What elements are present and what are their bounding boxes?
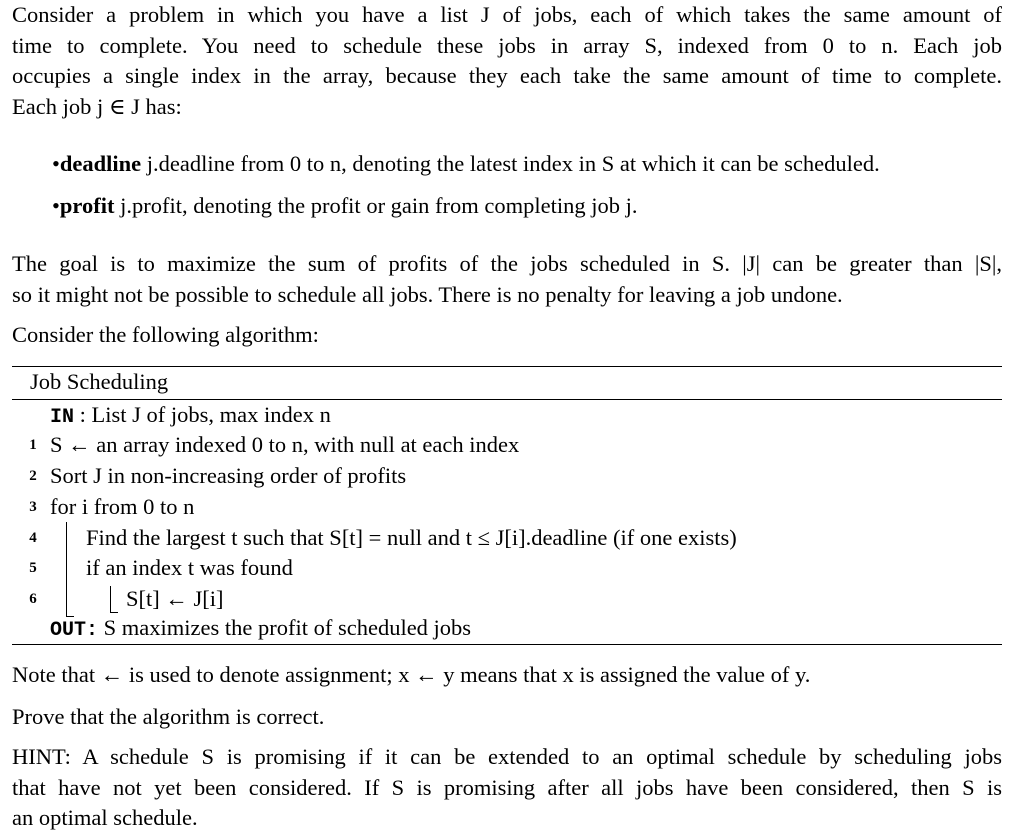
algo-line-5: if an index t was found [86, 555, 293, 580]
algorithm-box [12, 366, 1002, 646]
intro-line-2: time to complete. You need to schedule these jobs in array S, indexed from 0 to n. Each job [12, 32, 1002, 58]
note-line: Note that ← is used to denote assignment; x ← y means that x is assigned the value of y. [12, 662, 811, 687]
hint-line-2: that have not yet been considered. If S is promising after all jobs have been considered, then S is [12, 774, 1002, 800]
line-number-5: 5 [29, 560, 37, 576]
consider-text [12, 320, 1002, 351]
hint-line-3: an optimal schedule. [12, 805, 198, 830]
out-text: S maximizes the profit of scheduled jobs [103, 615, 472, 640]
for-block-bar [66, 522, 67, 616]
bullet-profit-text: j.profit, denoting the profit or gain from completing job j. [114, 193, 638, 218]
line-number-3: 3 [29, 499, 37, 515]
algorithm-title: Job Scheduling [30, 369, 169, 394]
line-number-4: 4 [29, 530, 37, 546]
line-number-2: 2 [29, 468, 37, 484]
in-label: IN [50, 406, 75, 429]
in-text: : List J of jobs, max index n [79, 402, 331, 427]
out-label: OUT: [50, 619, 99, 642]
bullet-profit: •profit j.profit, denoting the profit or gain from completing job j. [52, 193, 638, 218]
hint-paragraph [12, 742, 1002, 834]
intro-line-1: Consider a problem in which you have a list J of jobs, each of which takes the same amount of [12, 2, 1002, 27]
bullet-profit-term: profit [59, 193, 115, 218]
algorithm-input [50, 400, 331, 433]
goal-paragraph [12, 249, 1002, 310]
line-number-6: 6 [29, 591, 37, 607]
bullet-deadline: •deadline j.deadline from 0 to n, denoting the latest index in S at which it can be scheduled. [52, 151, 880, 176]
algorithm-bottom-rule [12, 644, 1002, 645]
if-block-bar [110, 586, 111, 612]
algo-line-1: S ← an array indexed 0 to n, with null at each index [50, 432, 520, 457]
intro-line-3: occupies a single index in the array, because they each take the same amount of time to complete. [12, 63, 1002, 88]
intro-paragraph [12, 0, 1002, 122]
consider-line: Consider the following algorithm: [12, 322, 319, 347]
note-paragraph [12, 660, 1002, 691]
algo-line-2: Sort J in non-increasing order of profits [50, 463, 407, 488]
bullet-deadline-term: deadline [59, 151, 142, 176]
algo-line-4: Find the largest t such that S[t] = null and t ≤ J[i].deadline (if one exists) [86, 525, 737, 550]
algo-line-3: for i from 0 to n [50, 494, 195, 519]
line-number-1: 1 [29, 437, 37, 453]
prove-line: Prove that the algorithm is correct. [12, 704, 325, 729]
hint-line-1: HINT: A schedule S is promising if it can be extended to an optimal schedule by scheduling jobs [12, 744, 1002, 769]
algo-line-6: S[t] ← J[i] [126, 586, 224, 611]
goal-line-1: The goal is to maximize the sum of profits of the jobs scheduled in S. |J| can be greater than |S|, [12, 251, 1002, 276]
goal-line-2: so it might not be possible to schedule all jobs. There is no penalty for leaving a job undone. [12, 281, 843, 307]
bullet-deadline-text: j.deadline from 0 to n, denoting the latest index in S at which it can be scheduled. [141, 151, 880, 176]
prove-paragraph [12, 702, 1002, 733]
algorithm-output [50, 613, 471, 646]
intro-line-4: Each job j ∈ J has: [12, 93, 182, 119]
